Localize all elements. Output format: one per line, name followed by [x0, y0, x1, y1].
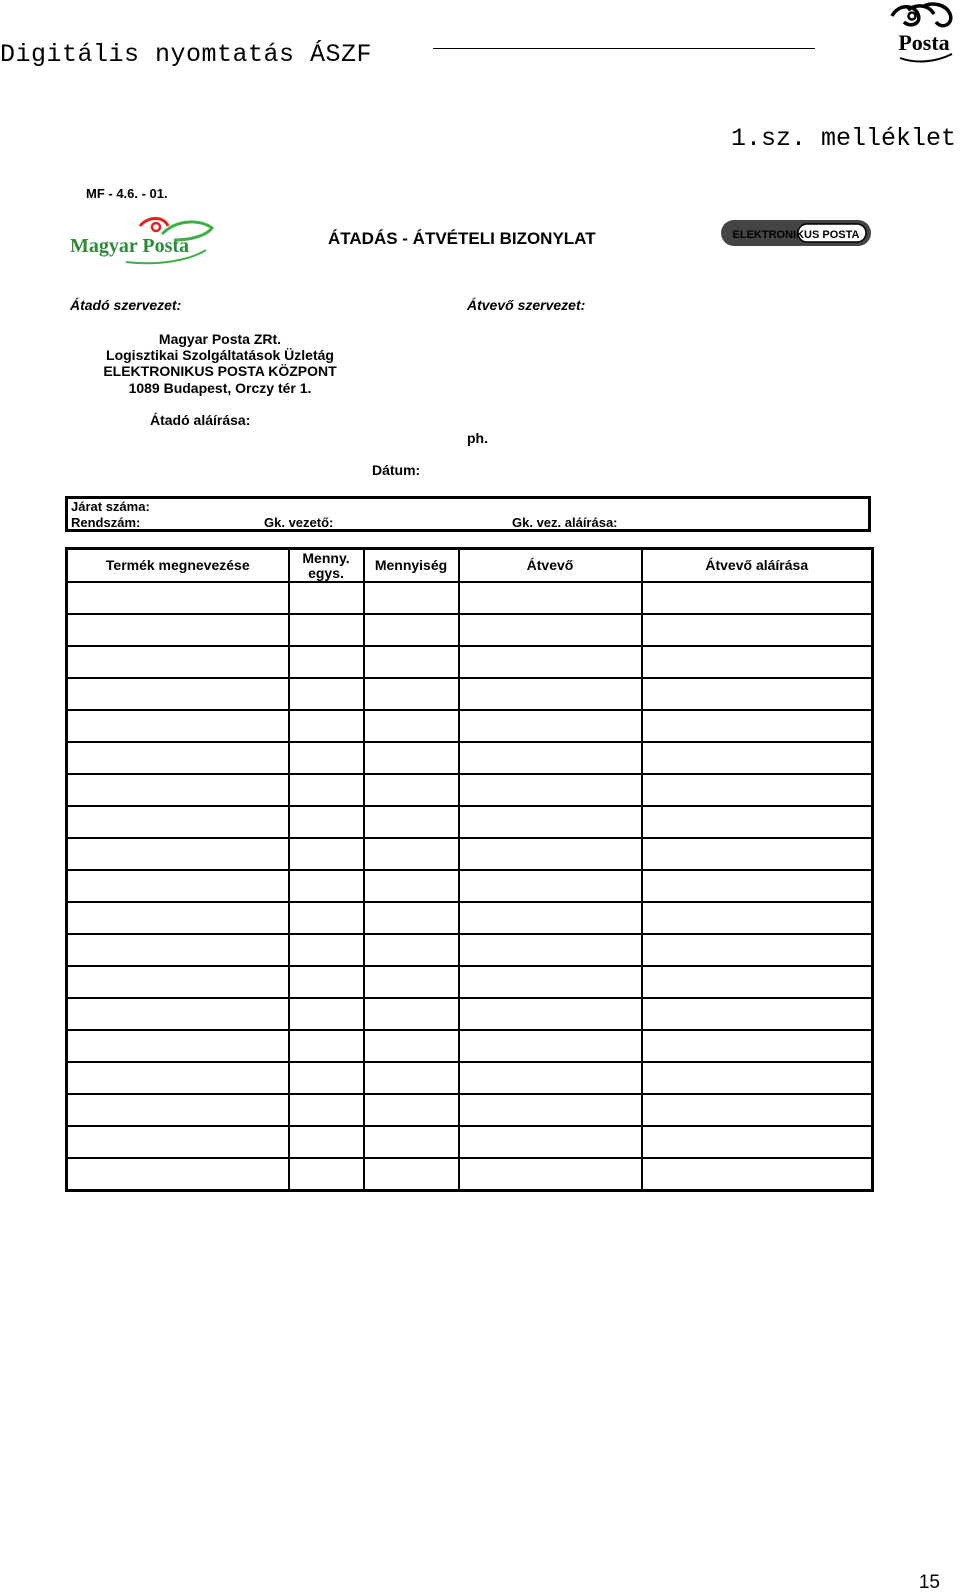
table-row: [67, 966, 873, 998]
table-cell: [289, 678, 364, 710]
table-cell: [67, 870, 289, 902]
table-cell: [67, 1126, 289, 1158]
table-cell: [459, 1126, 642, 1158]
items-table: [65, 547, 874, 1192]
table-cell: [289, 1158, 364, 1191]
table-cell: [459, 838, 642, 870]
table-cell: [67, 838, 289, 870]
table-row: [67, 1030, 873, 1062]
header-rule: [433, 48, 815, 49]
sender-address-line: Magyar Posta ZRt.: [158, 331, 282, 347]
vehicle-info-box: [65, 496, 871, 532]
form-title: ÁTADÁS - ÁTVÉTELI BIZONYLAT: [328, 229, 596, 248]
table-row: [67, 998, 873, 1030]
table-cell: [289, 902, 364, 934]
table-cell: [67, 1030, 289, 1062]
table-cell: [459, 1062, 642, 1094]
posta-horn-logo-icon: [888, 0, 960, 66]
table-cell: [289, 998, 364, 1030]
table-cell: [642, 1094, 873, 1126]
sender-address-line: ELEKTRONIKUS POSTA KÖZPONT: [103, 363, 337, 379]
table-cell: [67, 774, 289, 806]
table-row: [67, 806, 873, 838]
table-cell: [459, 774, 642, 806]
table-cell: [364, 838, 459, 870]
driver-signature-label: Gk. vez. aláírása:: [512, 515, 618, 530]
table-cell: [364, 998, 459, 1030]
sender-address-line: 1089 Budapest, Orczy tér 1.: [128, 380, 312, 396]
table-cell: [67, 678, 289, 710]
table-cell: [459, 646, 642, 678]
column-header-unit: Menny. egys.: [289, 549, 364, 583]
table-row: [67, 774, 873, 806]
annex-label: 1.sz. melléklet: [730, 124, 956, 153]
table-cell: [642, 870, 873, 902]
table-cell: [67, 806, 289, 838]
table-cell: [364, 1126, 459, 1158]
table-row: [67, 710, 873, 742]
table-row: [67, 870, 873, 902]
table-cell: [459, 582, 642, 614]
table-cell: [289, 614, 364, 646]
table-cell: [289, 934, 364, 966]
table-cell: [642, 1030, 873, 1062]
table-cell: [459, 614, 642, 646]
table-cell: [67, 902, 289, 934]
table-cell: [289, 1094, 364, 1126]
license-plate-label: Rendszám:: [71, 515, 141, 530]
table-cell: [642, 1126, 873, 1158]
form-code: MF - 4.6. - 01.: [86, 186, 168, 201]
table-cell: [459, 966, 642, 998]
elektronikus-posta-logo-icon: [720, 216, 872, 250]
date-label: Dátum:: [372, 462, 421, 478]
table-cell: [364, 646, 459, 678]
table-row: [67, 1126, 873, 1158]
table-cell: [364, 742, 459, 774]
table-cell: [642, 902, 873, 934]
table-cell: [364, 1158, 459, 1191]
driver-label: Gk. vezető:: [264, 515, 334, 530]
table-cell: [364, 1062, 459, 1094]
table-cell: [67, 934, 289, 966]
table-cell: [459, 1030, 642, 1062]
table-cell: [642, 1062, 873, 1094]
table-cell: [364, 678, 459, 710]
column-header-product: Termék megnevezése: [67, 549, 289, 583]
table-row: [67, 1158, 873, 1191]
table-cell: [459, 998, 642, 1030]
column-header-receiver: Átvevő: [459, 549, 642, 583]
table-cell: [67, 998, 289, 1030]
table-cell: [67, 1158, 289, 1191]
table-row: [67, 1094, 873, 1126]
table-cell: [642, 710, 873, 742]
table-row: [67, 582, 873, 614]
table-cell: [642, 774, 873, 806]
table-cell: [459, 678, 642, 710]
table-cell: [67, 646, 289, 678]
table-cell: [459, 870, 642, 902]
table-cell: [642, 646, 873, 678]
table-cell: [459, 710, 642, 742]
table-cell: [289, 1126, 364, 1158]
table-cell: [642, 614, 873, 646]
table-cell: [364, 1030, 459, 1062]
table-cell: [289, 710, 364, 742]
column-header-receiver-signature: Átvevő aláírása: [642, 549, 873, 583]
table-cell: [364, 934, 459, 966]
items-table-body: [67, 582, 873, 1191]
table-cell: [289, 1062, 364, 1094]
table-cell: [289, 806, 364, 838]
svg-text:Magyar Posta: Magyar Posta: [70, 235, 190, 257]
page-number: 15: [918, 1572, 940, 1593]
table-cell: [364, 870, 459, 902]
table-cell: [364, 710, 459, 742]
table-cell: [364, 806, 459, 838]
table-cell: [642, 966, 873, 998]
table-cell: [364, 966, 459, 998]
table-row: [67, 646, 873, 678]
table-cell: [459, 742, 642, 774]
table-header-row: [67, 549, 873, 583]
table-cell: [67, 742, 289, 774]
table-cell: [289, 646, 364, 678]
table-cell: [642, 742, 873, 774]
sender-signature-label: Átadó aláírása:: [150, 412, 251, 428]
table-cell: [67, 582, 289, 614]
table-cell: [289, 1030, 364, 1062]
column-header-quantity: Mennyiség: [364, 549, 459, 583]
magyar-posta-logo-icon: [70, 212, 220, 266]
table-cell: [289, 582, 364, 614]
table-cell: [642, 838, 873, 870]
stamp-label: ph.: [467, 430, 488, 446]
table-row: [67, 614, 873, 646]
route-number-label: Járat száma:: [71, 499, 150, 514]
table-cell: [642, 582, 873, 614]
table-cell: [67, 1094, 289, 1126]
receiver-org-label: Átvevő szervezet:: [467, 297, 586, 313]
table-cell: [642, 806, 873, 838]
table-row: [67, 934, 873, 966]
table-cell: [364, 1094, 459, 1126]
table-cell: [67, 614, 289, 646]
table-cell: [67, 966, 289, 998]
table-cell: [642, 678, 873, 710]
document-title: Digitális nyomtatás ÁSZF: [0, 40, 373, 69]
table-cell: [289, 774, 364, 806]
svg-text:ELEKTRONIKUS POSTA: ELEKTRONIKUS POSTA: [732, 229, 860, 241]
sender-org-label: Átadó szervezet:: [70, 297, 182, 313]
table-cell: [67, 1062, 289, 1094]
table-cell: [459, 1094, 642, 1126]
table-row: [67, 838, 873, 870]
table-cell: [642, 998, 873, 1030]
table-row: [67, 678, 873, 710]
table-row: [67, 1062, 873, 1094]
table-cell: [642, 934, 873, 966]
table-cell: [364, 582, 459, 614]
table-cell: [289, 742, 364, 774]
table-cell: [364, 614, 459, 646]
table-cell: [459, 1158, 642, 1191]
table-row: [67, 902, 873, 934]
svg-text:Posta: Posta: [898, 30, 950, 55]
table-cell: [459, 806, 642, 838]
table-cell: [289, 966, 364, 998]
table-cell: [364, 902, 459, 934]
table-row: [67, 742, 873, 774]
sender-address-line: Logisztikai Szolgáltatások Üzletág: [106, 347, 334, 363]
table-cell: [459, 902, 642, 934]
table-cell: [459, 934, 642, 966]
table-cell: [67, 710, 289, 742]
table-cell: [289, 838, 364, 870]
table-cell: [289, 870, 364, 902]
table-cell: [642, 1158, 873, 1191]
table-cell: [364, 774, 459, 806]
